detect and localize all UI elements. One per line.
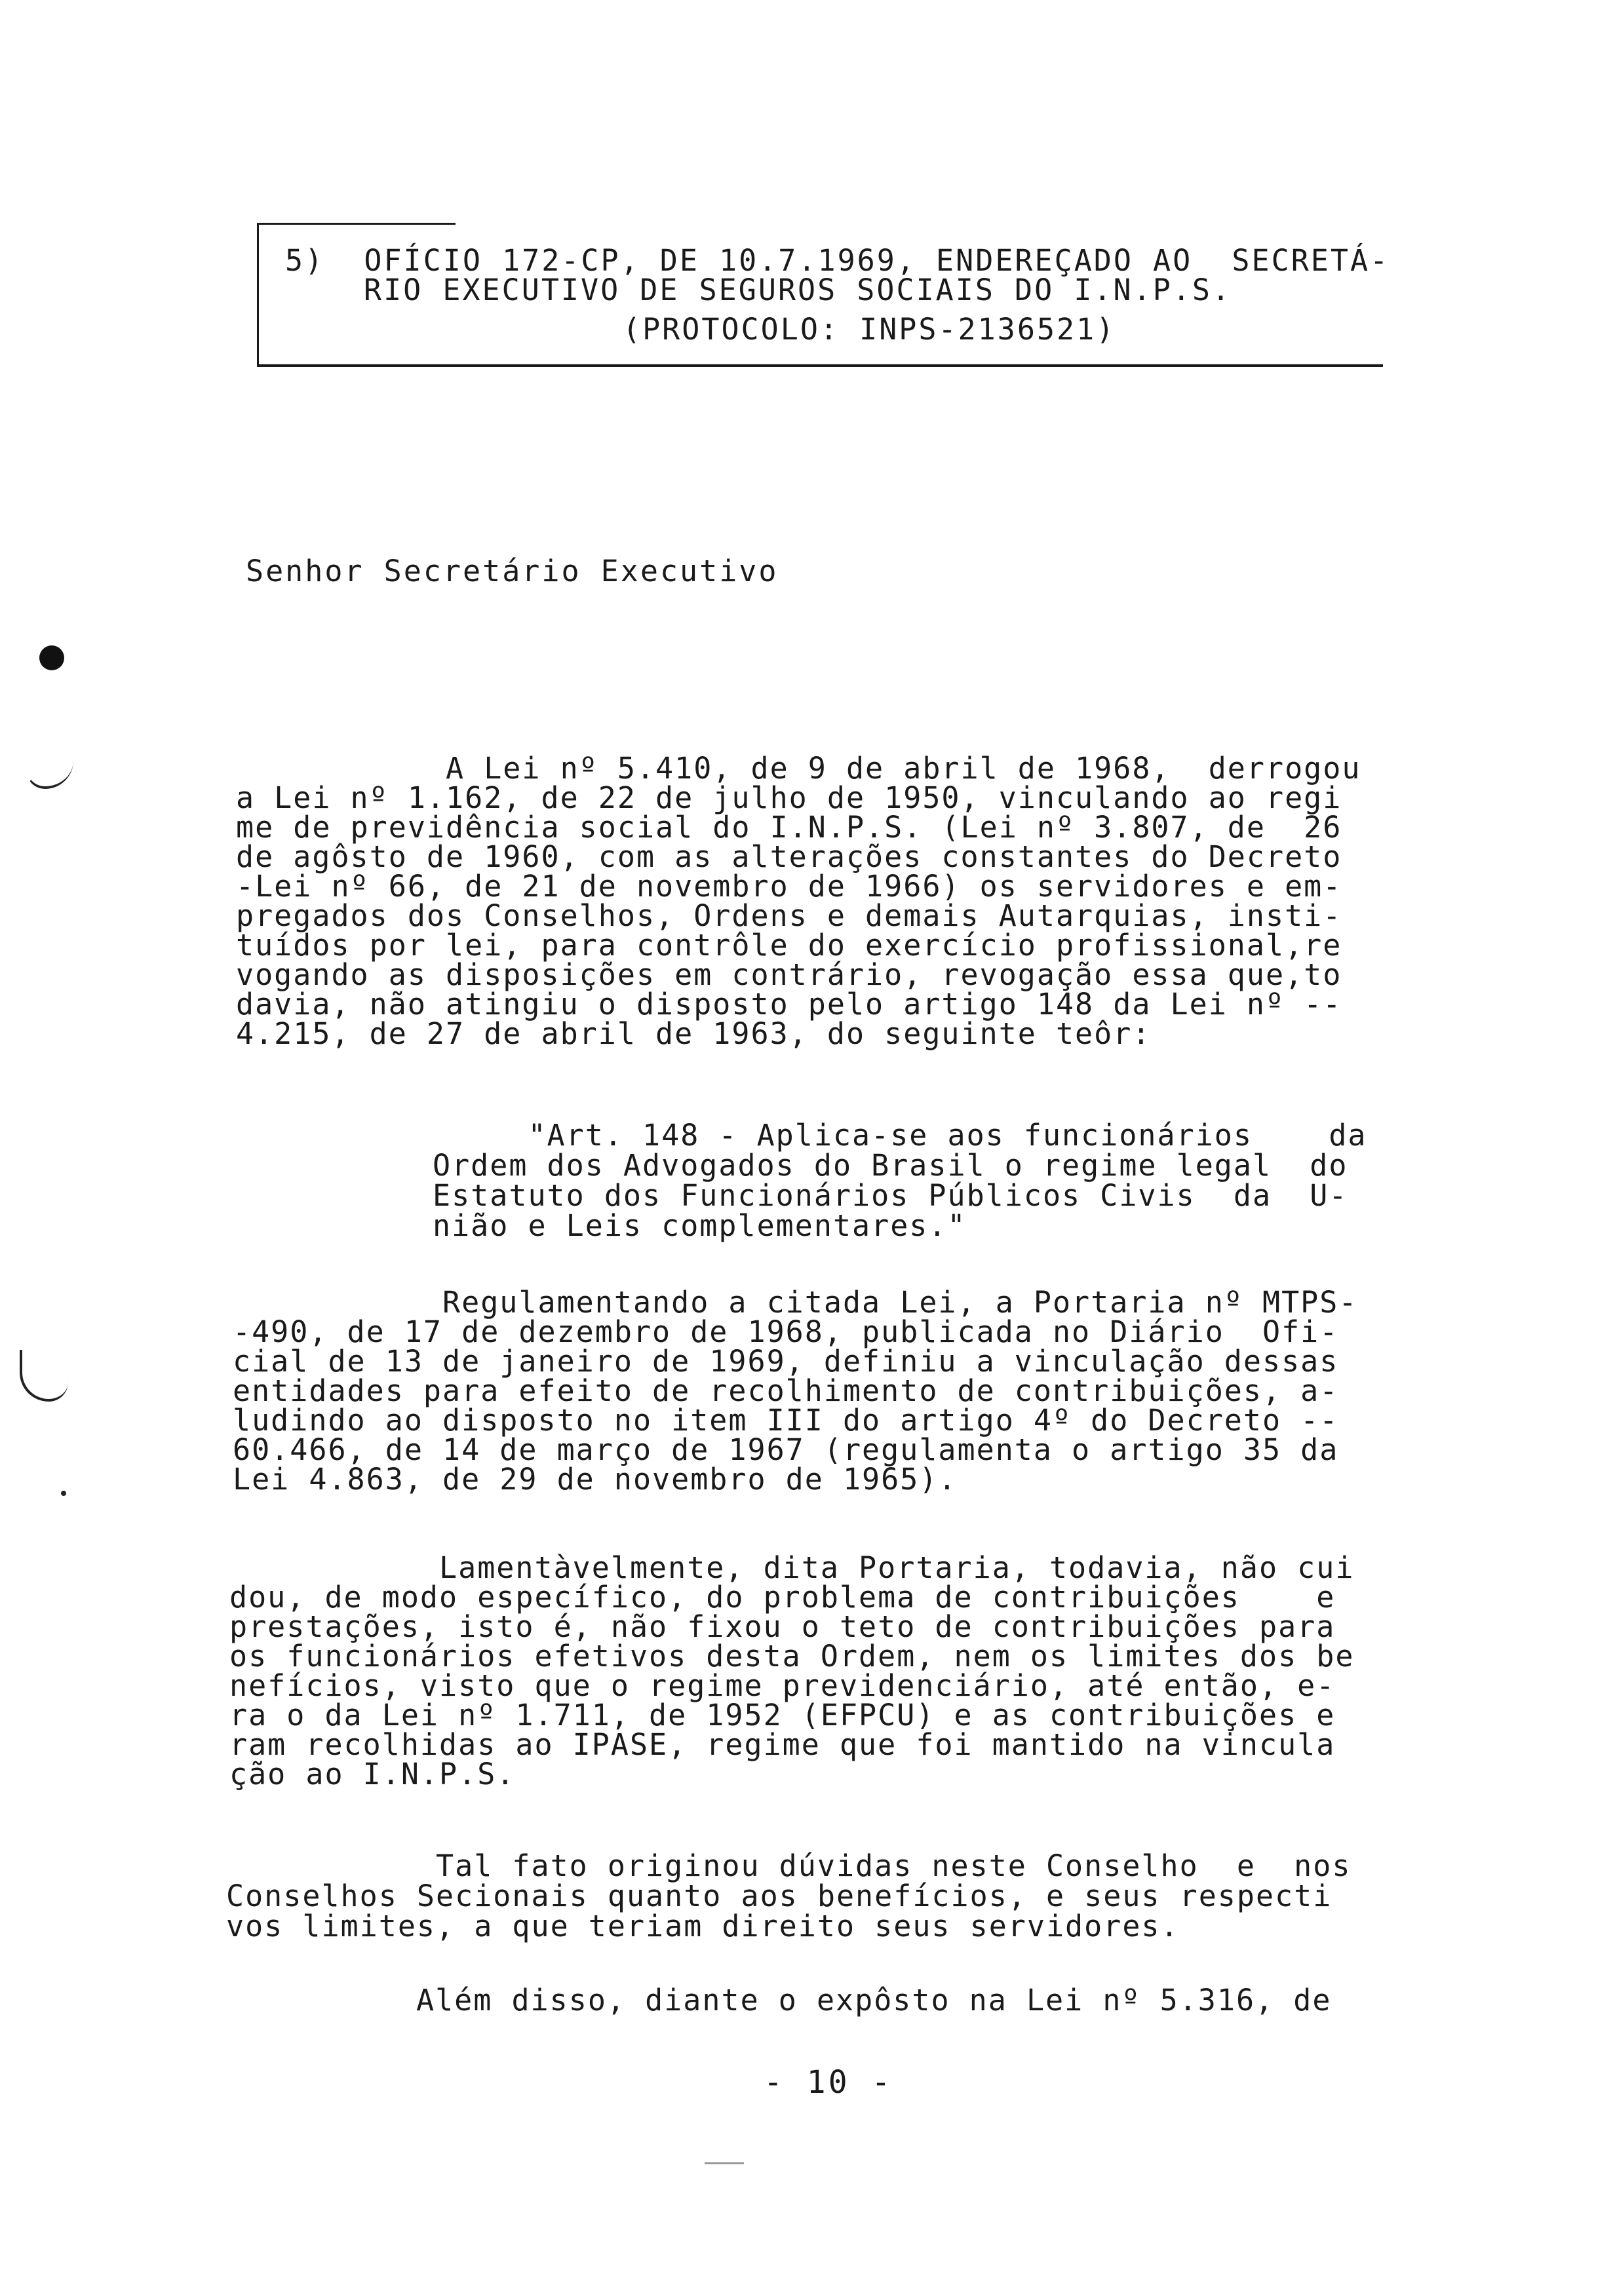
paragraph-1: A Lei nº 5.410, de 9 de abril de 1968, derrogou a Lei nº 1.162, de 22 de julho de 1950, vinculando ao regi me de previdência social do I.N.P.S. (Lei nº 3.807, de 26 de agôsto de 1960, com as alterações constantes do Decreto -Lei nº 66, de 21 de novembro de 1966) os servidores e em- pregados dos Conselhos, Ordens e demais Autarquias, insti- tuídos por lei, para contrôle do exercício profissional,re vogando as disposições em contrário, revogação essa que,to davia, não atingiu o disposto pelo artigo 148 da Lei nº -- 4.215, de 27 de abril de 1963, do seguinte teôr: xyxy=(236,751,1361,1051)
paragraph-5: Além disso, diante o expôsto na Lei nº 5.316, de xyxy=(416,1983,1332,2018)
header-line-2: RIO EXECUTIVO DE SEGUROS SOCIAIS DO I.N.P.S. xyxy=(364,273,1232,307)
scan-arc-mark xyxy=(26,747,73,789)
header-line-1: 5) OFÍCIO 172-CP, DE 10.7.1969, ENDEREÇADO AO SECRETÁ- xyxy=(285,243,1390,278)
scan-dot-mark xyxy=(61,1491,66,1496)
paragraph-2: Regulamentando a citada Lei, a Portaria nº MTPS- -490, de 17 de dezembro de 1968, publicada no Diário Ofi- cial de 13 de janeiro de 1969, definiu a vinculação dessas entidades para efeito de recolhimento de contribuições, a- ludindo ao disposto no item III do artigo 4º do Decreto -- 60.466, de 14 de março de 1967 (regulamenta o artigo 35 da Lei 4.863, de 29 de novembro de 1965). xyxy=(233,1285,1358,1497)
paragraph-3: Lamentàvelmente, dita Portaria, todavia, não cui dou, de modo específico, do problema de contribuições e prestações, isto é, não fixou o teto de contribuições para os funcionários efetivos desta Ordem, nem os limites dos be nefícios, visto que o regime previdenciário, até então, e- ra o da Lei nº 1.711, de 1952 (EFPCU) e as contribuições e ram recolhidas ao IPASE, regime que foi mantido na vincula ção ao I.N.P.S. xyxy=(229,1550,1355,1791)
punch-hole-mark xyxy=(39,645,64,670)
scan-arc-mark xyxy=(20,1350,68,1402)
header-line-3: (PROTOCOLO: INPS-2136521) xyxy=(623,312,1116,347)
header-box-gap xyxy=(456,222,1386,226)
salutation: Senhor Secretário Executivo xyxy=(246,554,779,588)
quoted-article: "Art. 148 - Aplica-se aos funcionários da Ordem dos Advogados do Brasil o regime legal do Estatuto dos Funcionários Públicos Civis da U- nião e Leis complementares." xyxy=(433,1118,1367,1243)
paragraph-4: Tal fato originou dúvidas neste Conselho e nos Conselhos Secionais quanto aos benefícios, e seus respecti vos limites, a que teriam direito seus servidores. xyxy=(226,1848,1352,1943)
scan-dash-mark xyxy=(705,2162,744,2164)
page-number: - 10 - xyxy=(764,2064,893,2101)
